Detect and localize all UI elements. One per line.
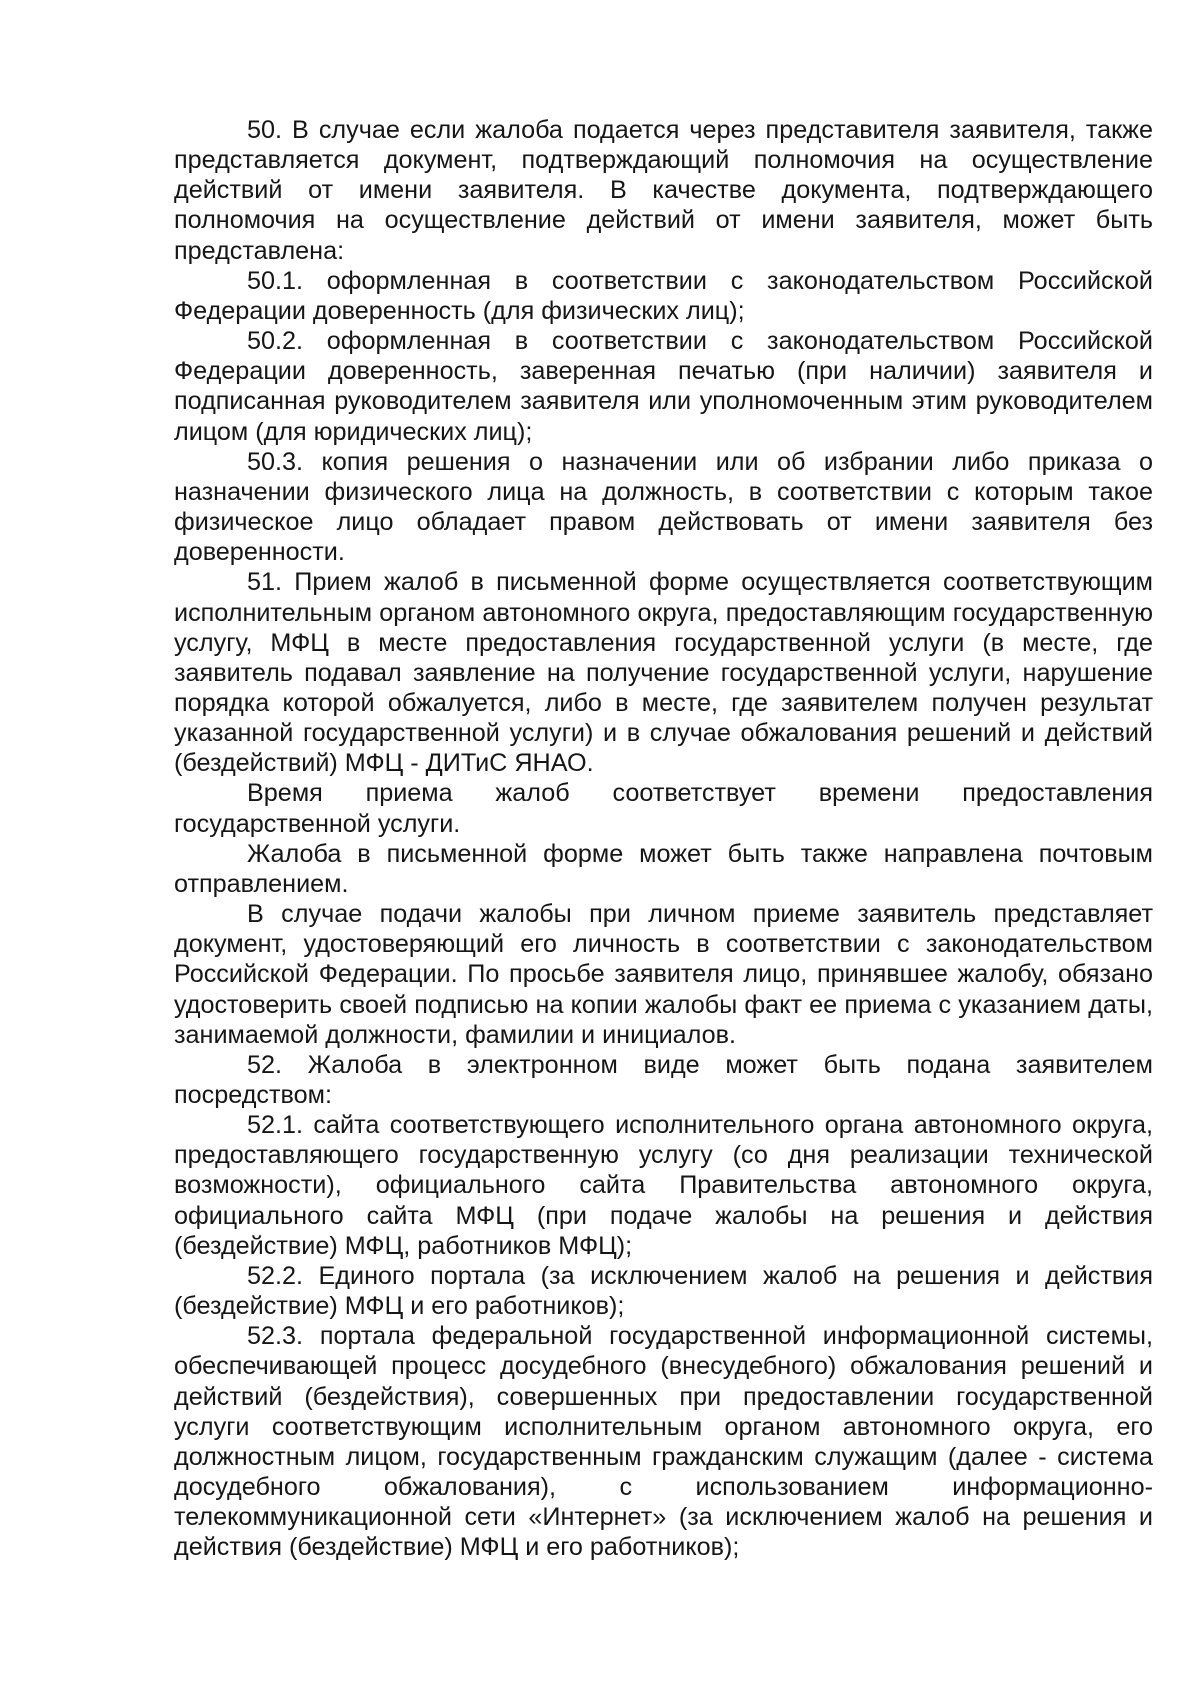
paragraph-50-2: 50.2. оформленная в соответствии с законодательством Российской Федерации доверенность, заверенная печатью (при наличии) заявителя и подписанная руководителем заявителя или уполномоченным этим руководителем лицом (для юридических лиц); <box>174 327 1153 446</box>
paragraph-52-2: 52.2. Единого портала (за исключением жалоб на решения и действия (бездействие) МФЦ и его работников); <box>174 1261 1153 1321</box>
document-page <box>174 115 1153 1563</box>
paragraph-postal-complaint: Жалоба в письменной форме может быть также направлена почтовым отправлением. <box>174 839 1153 898</box>
paragraph-52-3: 52.3. портала федеральной государственной информационной системы, обеспечивающей процесс досудебного (внесудебного) обжалования решений и действий (бездействия), совершенных при предоставлении государственной услуги соответствующим исполнительным органом автономного округа, его должностным лицом, государственным гражданским служащим (далее - система досудебного обжалования), с использованием информационно-телекоммуникационной сети «Интернет» (за исключением жалоб на решения и действия (бездействие) МФЦ и его работников); <box>174 1322 1153 1562</box>
paragraph-52: 52. Жалоба в электронном виде может быть подана заявителем посредством: <box>174 1050 1153 1109</box>
paragraph-personal-reception: В случае подачи жалобы при личном приеме заявитель представляет документ, удостоверяющий его личность в соответствии с законодательством Российской Федерации. По просьбе заявителя лицо, принявшее жалобу, обязано удостоверить своей подписью на копии жалобы факт ее приема с указанием даты, занимаемой должности, фамилии и инициалов. <box>174 900 1153 1049</box>
paragraph-50: 50. В случае если жалоба подается через представителя заявителя, также представляется документ, подтверждающий полномочия на осуществление действий от имени заявителя. В качестве документа, подтверждающего полномочия на осуществление действий от имени заявителя, может быть представлена: <box>174 116 1153 265</box>
paragraph-reception-time: Время приема жалоб соответствует времени предоставления государственной услуги. <box>174 779 1153 838</box>
paragraph-52-1: 52.1. сайта соответствующего исполнительного органа автономного округа, предоставляющего государственную услугу (со дня реализации технической возможности), официального сайта Правительства автономного округа, официального сайта МФЦ (при подаче жалобы на решения и действия (бездействие) МФЦ, работников МФЦ); <box>174 1111 1153 1260</box>
paragraph-50-3: 50.3. копия решения о назначении или об избрании либо приказа о назначении физического лица на должность, в соответствии с которым такое физическое лицо обладает правом действовать от имени заявителя без доверенности. <box>174 447 1153 567</box>
paragraph-50-1: 50.1. оформленная в соответствии с законодательством Российской Федерации доверенность (для физических лиц); <box>174 266 1153 325</box>
paragraph-51: 51. Прием жалоб в письменной форме осуществляется соответствующим исполнительным органом автономного округа, предоставляющим государственную услугу, МФЦ в месте предоставления государственной услуги (в месте, где заявитель подавал заявление на получение государственной услуги, нарушение порядка которой обжалуется, либо в месте, где заявителем получен результат указанной государственной услуги) и в случае обжалования решений и действий (бездействий) МФЦ - ДИТиС ЯНАО. <box>174 568 1153 778</box>
